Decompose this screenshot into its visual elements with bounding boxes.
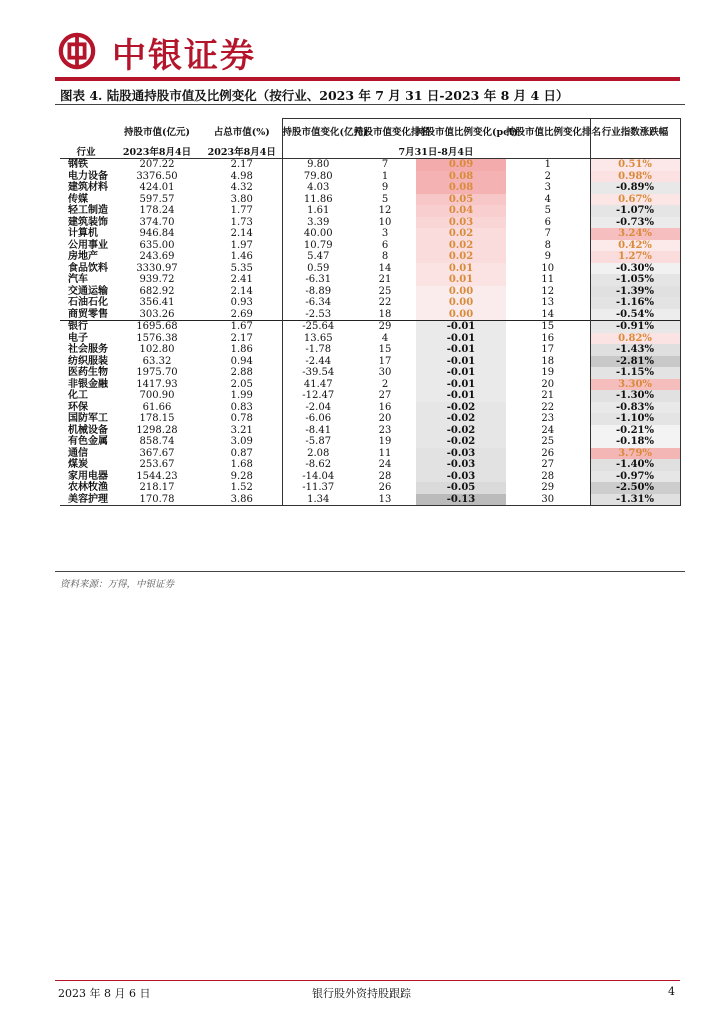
table-row bbox=[60, 240, 680, 252]
index-change: -0.89% bbox=[590, 182, 680, 194]
table-row bbox=[60, 263, 680, 275]
ratio-change-rank: 7 bbox=[544, 228, 551, 240]
ratio-change-rank: 3 bbox=[544, 182, 551, 194]
holding-pct: 2.69 bbox=[230, 308, 253, 320]
holding-value: 170.78 bbox=[112, 494, 202, 506]
industry-name: 化工 bbox=[68, 390, 88, 402]
source-note: 资料来源：万得，中银证券 bbox=[60, 579, 175, 590]
industry-name: 有色金属 bbox=[68, 436, 108, 448]
ratio-change-rank: 21 bbox=[541, 390, 555, 402]
holding-value: 102.80 bbox=[139, 344, 175, 356]
value-change: -6.31 bbox=[282, 274, 354, 286]
value-change-rank: 17 bbox=[378, 355, 392, 367]
holding-pct: 2.17 bbox=[230, 332, 253, 344]
value-change: -5.87 bbox=[282, 436, 354, 448]
value-change-rank: 2 bbox=[381, 378, 389, 390]
value-change-rank: 8 bbox=[381, 251, 389, 263]
index-change: -1.05% bbox=[590, 274, 680, 286]
holding-pct: 5.35 bbox=[230, 262, 253, 274]
value-change-rank: 9 bbox=[381, 182, 389, 194]
holding-pct: 0.94 bbox=[230, 355, 253, 367]
value-change-rank: 20 bbox=[378, 413, 392, 425]
industry-name: 医药生物 bbox=[68, 367, 108, 379]
industry-name: 食品饮料 bbox=[68, 262, 108, 274]
index-change: 0.42% bbox=[590, 240, 680, 252]
table-row bbox=[60, 494, 680, 506]
industry-name: 纺织服装 bbox=[68, 355, 108, 367]
table-row bbox=[60, 367, 680, 379]
holding-pct: 1.99 bbox=[230, 390, 253, 402]
holding-pct: 0.93 bbox=[230, 297, 253, 309]
bank-of-china-logo bbox=[58, 32, 96, 70]
value-change-rank: 24 bbox=[378, 459, 392, 471]
value-change: 0.59 bbox=[282, 263, 354, 275]
table-row bbox=[60, 297, 680, 309]
value-change-rank: 22 bbox=[378, 297, 392, 309]
value-change: 4.03 bbox=[282, 182, 354, 194]
holding-value: 635.00 bbox=[139, 239, 175, 251]
table-row bbox=[60, 309, 680, 321]
header-index-chg: 行业指数涨跌幅 bbox=[590, 119, 680, 147]
value-change-rank: 16 bbox=[378, 401, 392, 413]
value-change-rank: 3 bbox=[381, 228, 389, 240]
index-change: -1.16% bbox=[590, 297, 680, 309]
ratio-change: -0.01 bbox=[416, 356, 506, 368]
ratio-change-rank: 29 bbox=[541, 482, 555, 494]
value-change: -14.04 bbox=[282, 471, 354, 483]
industry-name: 公用事业 bbox=[68, 239, 108, 251]
industry-name: 环保 bbox=[68, 401, 88, 413]
index-change: 0.98% bbox=[590, 171, 680, 183]
index-change: 0.67% bbox=[590, 194, 680, 206]
index-change: -1.30% bbox=[590, 390, 680, 402]
table-row bbox=[60, 425, 680, 437]
holding-value: 1417.93 bbox=[136, 378, 178, 390]
table-row bbox=[60, 333, 680, 345]
industry-name: 传媒 bbox=[68, 193, 88, 205]
ratio-change: 0.01 bbox=[416, 274, 506, 286]
index-change: -0.18% bbox=[590, 436, 680, 448]
holding-pct: 2.14 bbox=[230, 228, 253, 240]
holding-value: 3376.50 bbox=[136, 170, 178, 182]
ratio-change-rank: 14 bbox=[541, 308, 555, 320]
holding-value: 700.90 bbox=[139, 390, 175, 402]
table-row bbox=[60, 251, 680, 263]
header-mv-rank: 持股市值变化排名 bbox=[354, 119, 416, 147]
subheader-industry: 行业 bbox=[60, 147, 112, 159]
holding-pct: 1.77 bbox=[230, 205, 253, 217]
table-row bbox=[60, 182, 680, 194]
ratio-change: 0.01 bbox=[416, 263, 506, 275]
ratio-change-rank: 24 bbox=[541, 424, 555, 436]
index-change: -0.30% bbox=[590, 263, 680, 275]
index-change: -0.73% bbox=[590, 217, 680, 229]
index-change: -2.50% bbox=[590, 482, 680, 494]
holding-pct: 9.28 bbox=[230, 470, 253, 482]
subheader-period: 7月31日-8月4日 bbox=[282, 147, 590, 159]
holding-value: 682.92 bbox=[139, 285, 175, 297]
value-change-rank: 1 bbox=[381, 170, 389, 182]
table-row bbox=[60, 159, 680, 171]
holding-value: 1544.23 bbox=[136, 470, 178, 482]
ratio-change: -0.02 bbox=[416, 402, 506, 414]
ratio-change: 0.00 bbox=[416, 297, 506, 309]
value-change-rank: 23 bbox=[378, 424, 392, 436]
ratio-change: -0.02 bbox=[416, 436, 506, 448]
value-change: 79.80 bbox=[282, 171, 354, 183]
ratio-change-rank: 9 bbox=[544, 251, 551, 263]
industry-name: 电力设备 bbox=[68, 170, 108, 182]
ratio-change-rank: 22 bbox=[541, 401, 555, 413]
holding-value: 858.74 bbox=[139, 436, 175, 448]
table-row bbox=[60, 217, 680, 229]
holdings-table bbox=[60, 118, 681, 506]
value-change-rank: 18 bbox=[378, 308, 392, 320]
index-change: 3.79% bbox=[590, 448, 680, 460]
value-change-rank: 14 bbox=[378, 262, 392, 274]
holding-pct: 2.41 bbox=[230, 274, 253, 286]
holding-value: 1576.38 bbox=[136, 332, 178, 344]
ratio-change: -0.02 bbox=[416, 425, 506, 437]
header-rule bbox=[55, 77, 680, 81]
index-change: -1.43% bbox=[590, 344, 680, 356]
ratio-change-rank: 27 bbox=[541, 459, 555, 471]
holding-pct: 3.09 bbox=[230, 436, 253, 448]
holding-pct: 1.52 bbox=[230, 482, 253, 494]
ratio-change-rank: 15 bbox=[506, 321, 590, 333]
value-change-rank: 11 bbox=[378, 447, 392, 459]
holding-pct: 0.87 bbox=[230, 447, 253, 459]
footer-page: 4 bbox=[668, 985, 675, 998]
industry-name: 电子 bbox=[68, 332, 88, 344]
ratio-change: -0.01 bbox=[416, 344, 506, 356]
footer-date: 2023 年 8 月 6 日 bbox=[58, 987, 151, 1000]
holding-pct: 1.86 bbox=[230, 344, 253, 356]
table-row bbox=[60, 459, 680, 471]
ratio-change-rank: 1 bbox=[544, 159, 551, 171]
value-change: -6.06 bbox=[282, 413, 354, 425]
ratio-change: 0.00 bbox=[416, 309, 506, 321]
industry-name: 国防军工 bbox=[68, 413, 108, 425]
industry-name: 房地产 bbox=[68, 251, 98, 263]
ratio-change: -0.03 bbox=[416, 471, 506, 483]
value-change: -1.78 bbox=[282, 344, 354, 356]
ratio-change-rank: 8 bbox=[544, 239, 551, 251]
index-change: -1.15% bbox=[590, 367, 680, 379]
value-change: -8.89 bbox=[282, 286, 354, 298]
index-change: 3.24% bbox=[590, 228, 680, 240]
industry-name: 计算机 bbox=[68, 228, 98, 240]
value-change-rank: 21 bbox=[378, 274, 392, 286]
value-change-rank: 6 bbox=[381, 239, 389, 251]
ratio-change: 0.02 bbox=[416, 228, 506, 240]
industry-name: 非银金融 bbox=[68, 378, 108, 390]
holding-value: 303.26 bbox=[139, 308, 175, 320]
value-change: -8.62 bbox=[282, 459, 354, 471]
subheader-date2: 2023年8月4日 bbox=[202, 147, 282, 159]
table-row bbox=[60, 413, 680, 425]
source-rule bbox=[55, 571, 685, 572]
header-mv: 持股市值(亿元) bbox=[124, 127, 190, 138]
holding-pct: 1.67 bbox=[202, 321, 282, 333]
holding-pct: 2.14 bbox=[230, 285, 253, 297]
ratio-change: 0.02 bbox=[416, 251, 506, 263]
figure-title-rule bbox=[55, 104, 685, 105]
value-change: -8.41 bbox=[282, 425, 354, 437]
holding-value: 1695.68 bbox=[112, 321, 202, 333]
ratio-change-rank: 20 bbox=[541, 378, 555, 390]
holding-pct: 2.17 bbox=[230, 159, 253, 171]
ratio-change: 0.05 bbox=[416, 194, 506, 206]
ratio-change: -0.01 bbox=[416, 379, 506, 391]
ratio-change: 0.09 bbox=[416, 159, 506, 171]
holding-value: 374.70 bbox=[139, 216, 175, 228]
ratio-change-rank: 17 bbox=[541, 344, 555, 356]
ratio-change-rank: 30 bbox=[506, 494, 590, 506]
industry-name: 煤炭 bbox=[68, 459, 88, 471]
industry-name: 建筑材料 bbox=[68, 182, 108, 194]
industry-name: 家用电器 bbox=[68, 470, 108, 482]
ratio-change: 0.00 bbox=[416, 286, 506, 298]
value-change-rank: 10 bbox=[378, 216, 392, 228]
value-change-rank: 5 bbox=[381, 193, 389, 205]
ratio-change-rank: 5 bbox=[544, 205, 551, 217]
footer-title: 银行股外资持股跟踪 bbox=[312, 987, 411, 1000]
table-row bbox=[60, 402, 680, 414]
index-change: -0.54% bbox=[590, 309, 680, 321]
header-mv-chg: 持股市值变化(亿元) bbox=[282, 119, 354, 147]
holding-value: 367.67 bbox=[139, 447, 175, 459]
index-change: -0.97% bbox=[590, 471, 680, 483]
index-change: -1.31% bbox=[590, 494, 680, 506]
ratio-change: -0.02 bbox=[416, 413, 506, 425]
ratio-change-rank: 10 bbox=[541, 262, 555, 274]
value-change: -2.53 bbox=[282, 309, 354, 321]
industry-name: 通信 bbox=[68, 447, 88, 459]
table-row bbox=[60, 171, 680, 183]
value-change-rank: 13 bbox=[354, 494, 416, 506]
index-change: -1.40% bbox=[590, 459, 680, 471]
holding-pct: 1.46 bbox=[230, 251, 253, 263]
ratio-change: 0.02 bbox=[416, 240, 506, 252]
holding-pct: 4.98 bbox=[230, 170, 253, 182]
table-row bbox=[60, 390, 680, 402]
holding-value: 1298.28 bbox=[136, 424, 178, 436]
industry-name: 银行 bbox=[60, 321, 112, 333]
value-change: -11.37 bbox=[282, 482, 354, 494]
holding-pct: 0.83 bbox=[230, 401, 253, 413]
holding-pct: 0.78 bbox=[230, 413, 253, 425]
value-change-rank: 28 bbox=[378, 470, 392, 482]
value-change: 5.47 bbox=[282, 251, 354, 263]
ratio-change: 0.03 bbox=[416, 217, 506, 229]
value-change: 13.65 bbox=[282, 333, 354, 345]
ratio-change: -0.01 bbox=[416, 333, 506, 345]
ratio-change: -0.01 bbox=[416, 367, 506, 379]
footer-rule bbox=[55, 980, 680, 981]
holding-value: 946.84 bbox=[139, 228, 175, 240]
table-row bbox=[60, 194, 680, 206]
ratio-change-rank: 26 bbox=[541, 447, 555, 459]
ratio-change-rank: 6 bbox=[544, 216, 551, 228]
header-ratio-rank: 持股市值比例变化排名 bbox=[506, 119, 590, 147]
table-row bbox=[60, 356, 680, 368]
holding-value: 178.15 bbox=[139, 413, 175, 425]
ratio-change: 0.08 bbox=[416, 182, 506, 194]
industry-name: 交通运输 bbox=[68, 285, 108, 297]
holding-pct: 3.21 bbox=[230, 424, 253, 436]
table-row bbox=[60, 286, 680, 298]
figure-title: 图表 4. 陆股通持股市值及比例变化（按行业、2023 年 7 月 31 日-2023 年 8 月 4 日） bbox=[60, 88, 569, 103]
table-row bbox=[60, 321, 680, 333]
ratio-change: -0.13 bbox=[416, 494, 506, 506]
value-change: 41.47 bbox=[282, 379, 354, 391]
ratio-change: 0.08 bbox=[416, 171, 506, 183]
holding-value: 424.01 bbox=[139, 182, 175, 194]
value-change: 2.08 bbox=[282, 448, 354, 460]
industry-name: 机械设备 bbox=[68, 424, 108, 436]
ratio-change-rank: 28 bbox=[541, 470, 555, 482]
holding-value: 597.57 bbox=[139, 193, 175, 205]
value-change-rank: 25 bbox=[378, 285, 392, 297]
value-change: 3.39 bbox=[282, 217, 354, 229]
table-row bbox=[60, 274, 680, 286]
index-change: -0.83% bbox=[590, 402, 680, 414]
index-change: -2.81% bbox=[590, 356, 680, 368]
value-change-rank: 26 bbox=[378, 482, 392, 494]
holding-value: 939.72 bbox=[139, 274, 175, 286]
holding-value: 61.66 bbox=[142, 401, 172, 413]
holding-pct: 2.88 bbox=[230, 367, 253, 379]
holding-value: 356.41 bbox=[139, 297, 175, 309]
ratio-change-rank: 16 bbox=[541, 332, 555, 344]
page-header bbox=[0, 0, 724, 90]
holding-value: 178.24 bbox=[139, 205, 175, 217]
ratio-change: -0.05 bbox=[416, 482, 506, 494]
ratio-change-rank: 13 bbox=[541, 297, 555, 309]
index-change: -1.39% bbox=[590, 286, 680, 298]
table-row bbox=[60, 482, 680, 494]
value-change: -12.47 bbox=[282, 390, 354, 402]
holding-value: 207.22 bbox=[139, 159, 175, 171]
value-change: -6.34 bbox=[282, 297, 354, 309]
table-row bbox=[60, 228, 680, 240]
table-row bbox=[60, 205, 680, 217]
index-change: 3.30% bbox=[590, 379, 680, 391]
holding-pct: 3.86 bbox=[202, 494, 282, 506]
index-change: -0.91% bbox=[590, 321, 680, 333]
ratio-change: -0.03 bbox=[416, 459, 506, 471]
holding-value: 218.17 bbox=[139, 482, 175, 494]
holding-value: 3330.97 bbox=[136, 262, 178, 274]
index-change: 1.27% bbox=[590, 251, 680, 263]
ratio-change-rank: 18 bbox=[541, 355, 555, 367]
value-change-rank: 30 bbox=[378, 367, 392, 379]
brand-name: 中银证券 bbox=[112, 36, 256, 76]
index-change: 0.82% bbox=[590, 333, 680, 345]
value-change-rank: 7 bbox=[381, 159, 389, 171]
holding-pct: 1.68 bbox=[230, 459, 253, 471]
table-row bbox=[60, 436, 680, 448]
subheader-date1: 2023年8月4日 bbox=[112, 147, 202, 159]
value-change: 1.34 bbox=[282, 494, 354, 506]
holding-value: 63.32 bbox=[142, 355, 172, 367]
value-change: 9.80 bbox=[282, 159, 354, 171]
table-row bbox=[60, 379, 680, 391]
value-change: -25.64 bbox=[282, 321, 354, 333]
index-change: 0.51% bbox=[590, 159, 680, 171]
value-change-rank: 4 bbox=[381, 332, 389, 344]
table-row bbox=[60, 448, 680, 460]
table-row bbox=[60, 344, 680, 356]
table-body bbox=[60, 159, 680, 506]
holding-pct: 4.32 bbox=[230, 182, 253, 194]
value-change-rank: 19 bbox=[378, 436, 392, 448]
value-change-rank: 15 bbox=[378, 344, 392, 356]
industry-name: 美容护理 bbox=[60, 494, 112, 506]
industry-name: 商贸零售 bbox=[68, 308, 108, 320]
value-change-rank: 29 bbox=[354, 321, 416, 333]
holding-pct: 2.05 bbox=[230, 378, 253, 390]
holding-pct: 1.97 bbox=[230, 239, 253, 251]
header-pct: 占总市值(%) bbox=[213, 127, 270, 138]
ratio-change-rank: 23 bbox=[541, 413, 555, 425]
ratio-change-rank: 12 bbox=[541, 285, 555, 297]
holding-value: 243.69 bbox=[139, 251, 175, 263]
value-change: 40.00 bbox=[282, 228, 354, 240]
industry-name: 农林牧渔 bbox=[68, 482, 108, 494]
index-change: -1.07% bbox=[590, 205, 680, 217]
header-ratio-chg: 持股市值比例变化(pct) bbox=[416, 119, 506, 147]
industry-name: 汽车 bbox=[68, 274, 88, 286]
ratio-change: -0.01 bbox=[416, 390, 506, 402]
ratio-change-rank: 25 bbox=[541, 436, 555, 448]
ratio-change: 0.04 bbox=[416, 205, 506, 217]
holding-pct: 1.73 bbox=[230, 216, 253, 228]
value-change: 10.79 bbox=[282, 240, 354, 252]
index-change: -0.21% bbox=[590, 425, 680, 437]
industry-name: 建筑装饰 bbox=[68, 216, 108, 228]
table-row bbox=[60, 471, 680, 483]
holding-pct: 3.80 bbox=[230, 193, 253, 205]
industry-name: 社会服务 bbox=[68, 344, 108, 356]
index-change: -1.10% bbox=[590, 413, 680, 425]
ratio-change-rank: 19 bbox=[541, 367, 555, 379]
ratio-change-rank: 2 bbox=[544, 170, 551, 182]
value-change: 1.61 bbox=[282, 205, 354, 217]
industry-name: 钢铁 bbox=[68, 159, 88, 171]
holding-value: 1975.70 bbox=[136, 367, 178, 379]
ratio-change: -0.01 bbox=[416, 321, 506, 333]
ratio-change-rank: 4 bbox=[544, 193, 551, 205]
value-change-rank: 27 bbox=[378, 390, 392, 402]
value-change-rank: 12 bbox=[378, 205, 392, 217]
ratio-change: -0.03 bbox=[416, 448, 506, 460]
holding-value: 253.67 bbox=[139, 459, 175, 471]
ratio-change-rank: 11 bbox=[541, 274, 555, 286]
industry-name: 轻工制造 bbox=[68, 205, 108, 217]
value-change: -39.54 bbox=[282, 367, 354, 379]
value-change: -2.04 bbox=[282, 402, 354, 414]
industry-name: 石油石化 bbox=[68, 297, 108, 309]
value-change: -2.44 bbox=[282, 356, 354, 368]
value-change: 11.86 bbox=[282, 194, 354, 206]
